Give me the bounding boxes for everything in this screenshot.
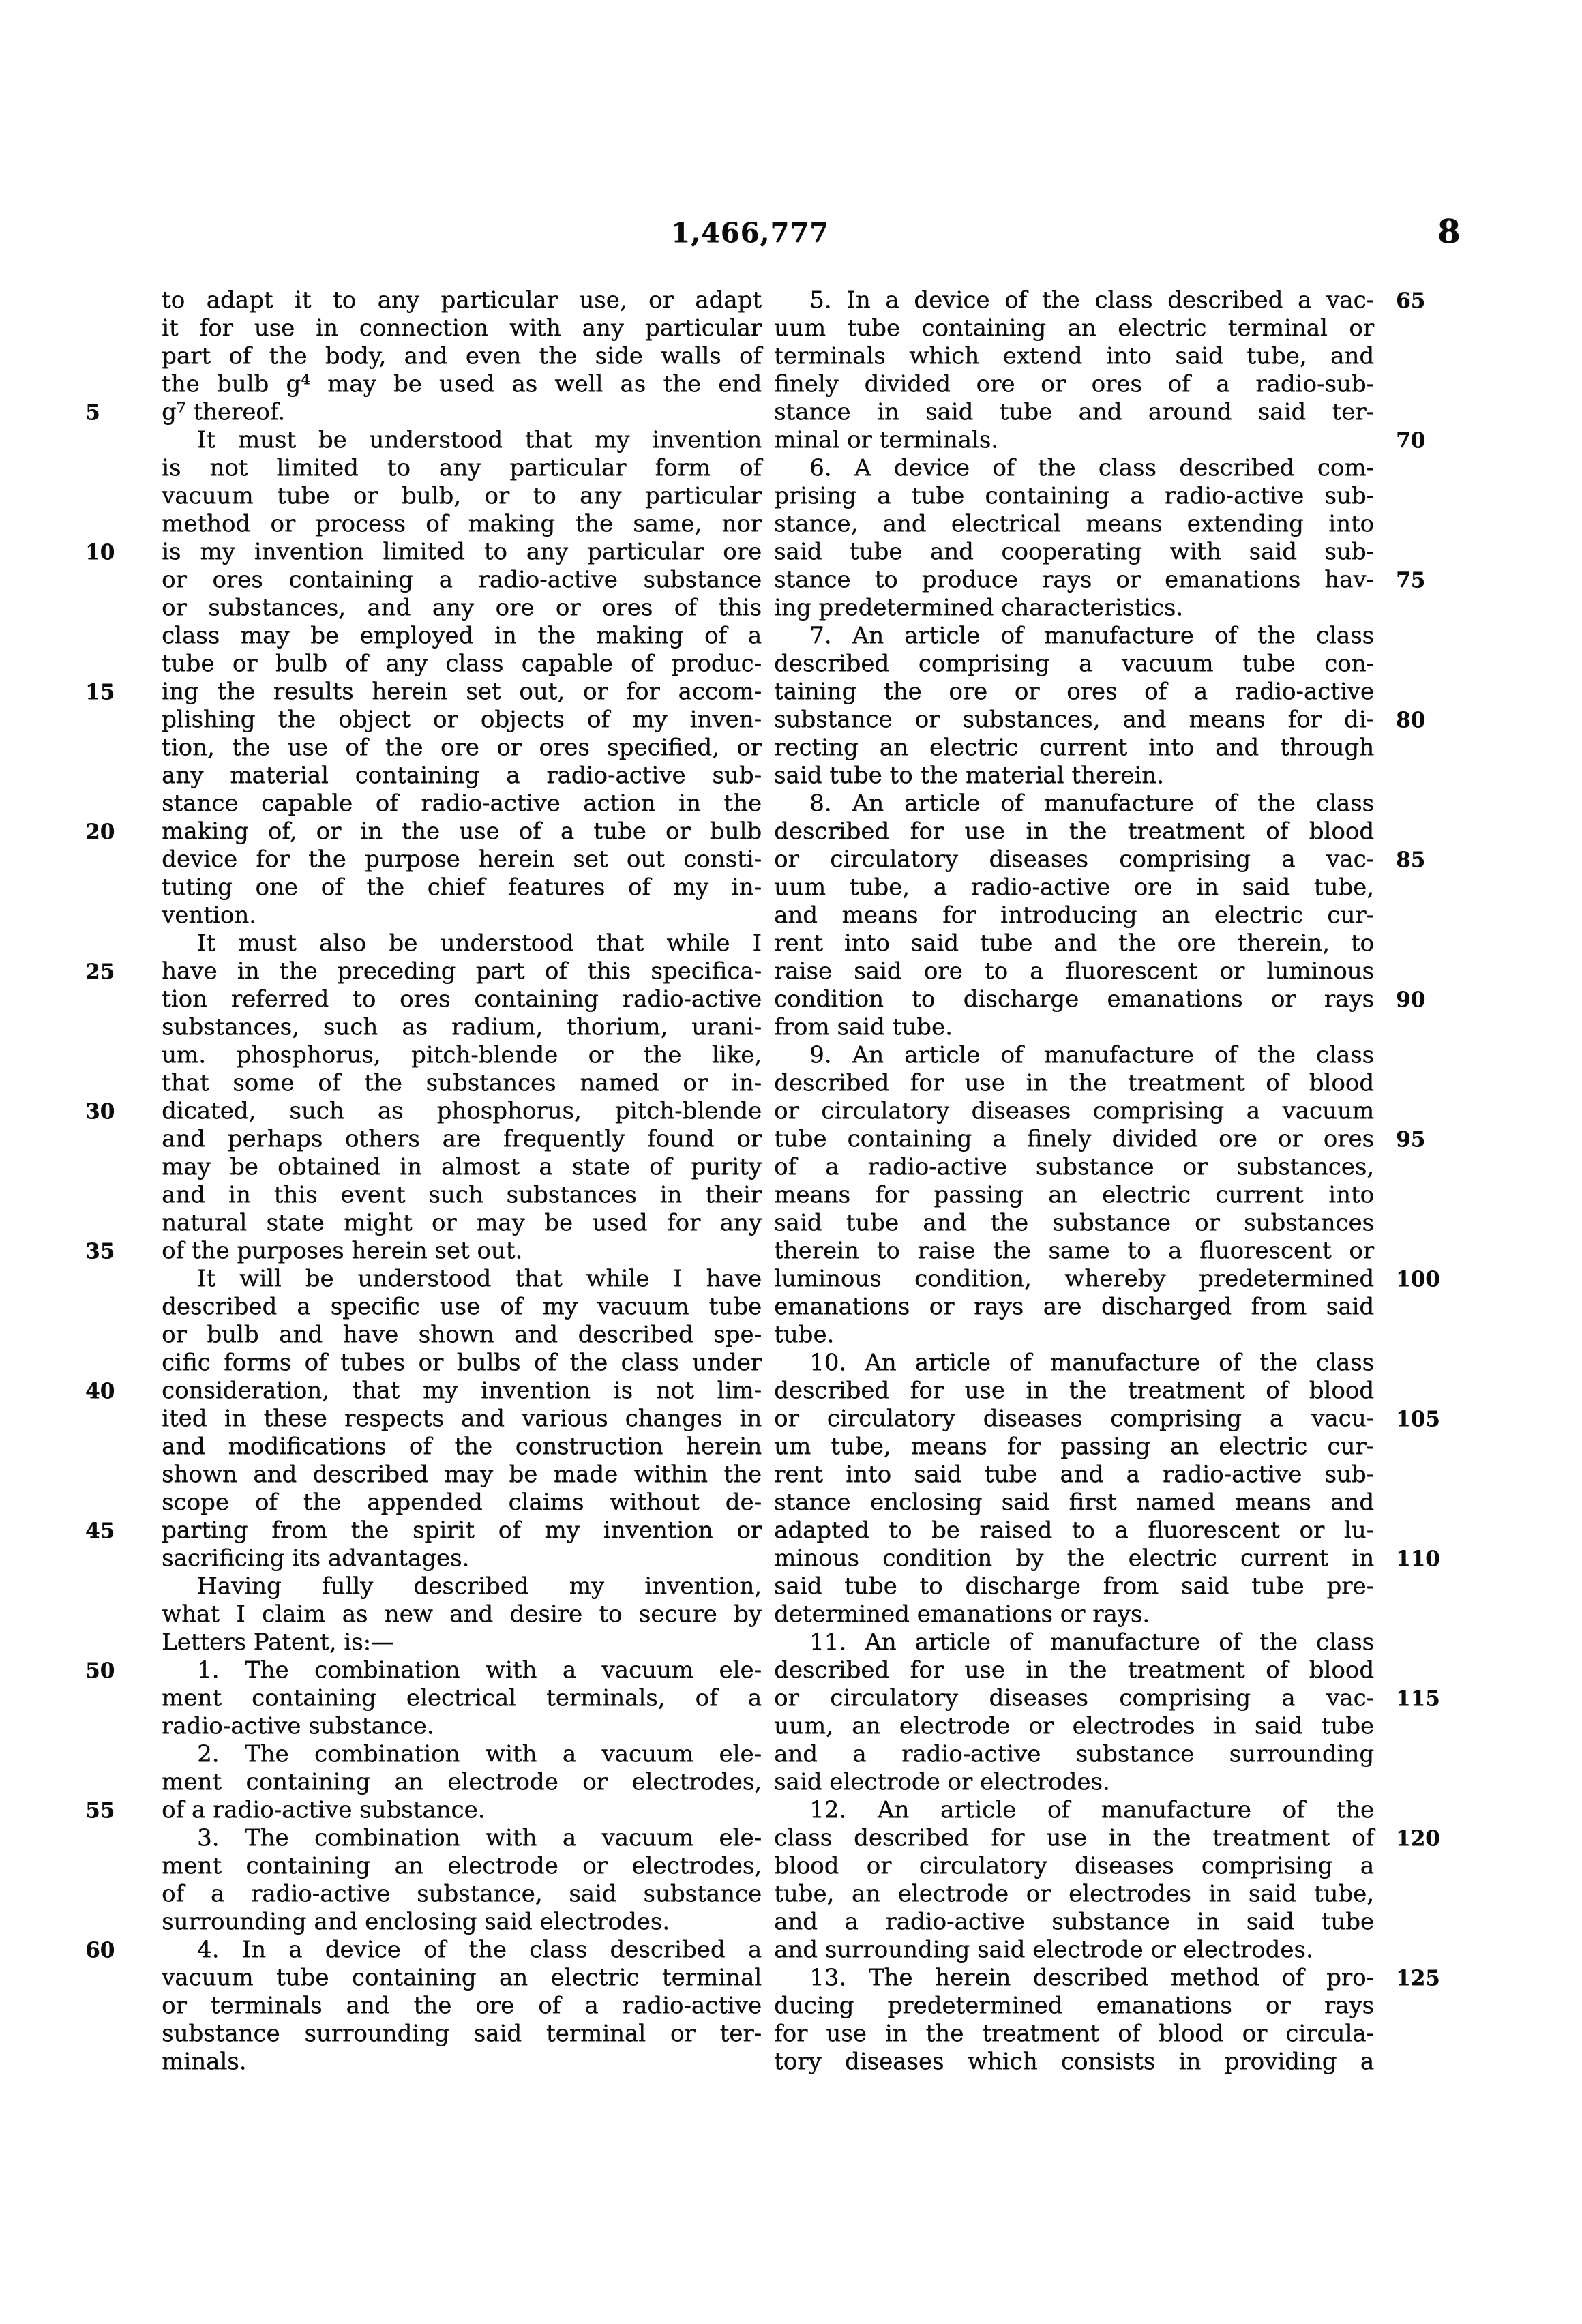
line-text: described a specific use of my vacuum tube [162, 1293, 762, 1320]
text-line [774, 790, 1374, 818]
text-line [85, 818, 762, 846]
text-line [774, 1712, 1374, 1740]
text-line [774, 1517, 1374, 1545]
text-line [774, 1013, 1374, 1041]
text-line [774, 734, 1374, 762]
text-line [774, 1209, 1374, 1237]
text-line [162, 790, 762, 818]
line-text: method or process of making the same, nor [162, 510, 762, 537]
line-text: described comprising a vacuum tube con- [774, 650, 1374, 677]
text-line [774, 1684, 1440, 1712]
line-text: rent into said tube and a radio-active sub- [774, 1461, 1374, 1488]
line-number: 40 [85, 1379, 115, 1403]
text-line [162, 1852, 762, 1880]
line-text: tube containing a finely divided ore or ores [774, 1125, 1374, 1152]
line-text: tory diseases which consists in providing a [774, 2048, 1374, 2075]
line-text: 1. The combination with a vacuum ele- [197, 1656, 762, 1684]
text-line [162, 1628, 762, 1656]
text-line [774, 818, 1374, 846]
line-number: 30 [85, 1099, 115, 1124]
text-line [774, 2048, 1374, 2076]
line-text: tube, an electrode or electrodes in said tube, [774, 1880, 1374, 1907]
line-text: of a radio-active substance, said substance [162, 1880, 762, 1907]
line-text: surrounding and enclosing said electrodes. [162, 1908, 670, 1935]
line-text: that some of the substances named or in- [162, 1069, 762, 1097]
text-line [774, 929, 1374, 957]
line-text: or substances, and any ore or ores of this [162, 594, 762, 621]
line-text: dicated, such as phosphorus, pitch-blende [162, 1097, 762, 1124]
text-line [774, 1908, 1374, 1936]
text-line [162, 426, 762, 454]
text-line [774, 286, 1426, 314]
text-line [162, 2048, 762, 2076]
text-line [774, 902, 1374, 929]
text-line [774, 2020, 1374, 2048]
line-text: ment containing electrical terminals, of a [162, 1684, 762, 1712]
text-line [85, 1237, 762, 1265]
line-text: substances, such as radium, thorium, urani- [162, 1013, 762, 1041]
line-text: therein to raise the same to a fluorescent or [774, 1237, 1374, 1264]
text-line [162, 342, 762, 370]
line-text: or ores containing a radio-active substance [162, 566, 762, 593]
line-text: or circulatory diseases comprising a vacuum [774, 1097, 1374, 1124]
text-line [774, 1964, 1440, 1992]
text-line [85, 957, 762, 985]
line-number: 100 [1396, 1267, 1440, 1292]
line-text: It must also be understood that while I [197, 929, 762, 957]
line-number: 25 [85, 959, 115, 984]
text-line [162, 1684, 762, 1712]
text-line [85, 678, 762, 706]
text-line [774, 1768, 1374, 1796]
text-line [162, 482, 762, 510]
text-line [774, 314, 1374, 342]
text-line [774, 510, 1374, 538]
text-line [774, 1321, 1374, 1349]
line-number: 10 [85, 540, 115, 565]
text-line [774, 957, 1374, 985]
text-line [162, 1600, 762, 1628]
text-line [162, 650, 762, 678]
line-number: 70 [1396, 428, 1426, 453]
line-text: parting from the spirit of my invention or [162, 1517, 762, 1544]
text-line [162, 1768, 762, 1796]
text-line [162, 985, 762, 1013]
line-text: tube or bulb of any class capable of produc- [162, 650, 762, 677]
line-text: and modifications of the construction herein [162, 1433, 762, 1460]
line-text: or circulatory diseases comprising a vac- [774, 846, 1374, 873]
line-text: of a radio-active substance. [162, 1796, 486, 1823]
text-line [162, 1740, 762, 1768]
text-line [774, 1349, 1374, 1377]
line-text: any material containing a radio-active sub- [162, 762, 762, 789]
line-text: 9. An article of manufacture of the class [809, 1041, 1374, 1069]
text-line [774, 1489, 1374, 1517]
line-text: and perhaps others are frequently found or [162, 1125, 762, 1152]
left-column [85, 286, 762, 2076]
line-number: 35 [85, 1239, 115, 1264]
text-line [774, 622, 1374, 650]
text-line [162, 1013, 762, 1041]
text-line [162, 510, 762, 538]
line-text: stance capable of radio-active action in the [162, 790, 762, 817]
line-number: 45 [85, 1519, 115, 1543]
line-text: plishing the object or objects of my inven- [162, 706, 762, 733]
text-line [774, 846, 1426, 874]
line-text: is not limited to any particular form of [162, 454, 762, 481]
line-text: ducing predetermined emanations or rays [774, 1992, 1374, 2019]
text-line [774, 1153, 1374, 1181]
text-line [774, 1628, 1374, 1656]
line-text: ited in these respects and various changes in [162, 1405, 762, 1432]
text-line [162, 1964, 762, 1992]
text-line [774, 538, 1374, 566]
text-line [162, 1293, 762, 1321]
line-text: 7. An article of manufacture of the class [809, 622, 1374, 649]
text-line [774, 1992, 1374, 2020]
line-text: and a radio-active substance surrounding [774, 1740, 1374, 1768]
text-line [162, 1433, 762, 1461]
text-line [774, 1125, 1426, 1153]
text-line [85, 1377, 762, 1405]
line-text: said tube to discharge from said tube pre- [774, 1573, 1374, 1600]
line-number: 125 [1396, 1966, 1440, 1991]
line-text: prising a tube containing a radio-active sub- [774, 482, 1374, 509]
text-line [774, 1433, 1374, 1461]
text-line [162, 1153, 762, 1181]
line-text: means for passing an electric current into [774, 1181, 1374, 1208]
right-column [774, 286, 1440, 2076]
line-text: minal or terminals. [774, 426, 998, 453]
line-text: 4. In a device of the class described a [197, 1936, 762, 1963]
line-text: vacuum tube or bulb, or to any particular [162, 482, 762, 509]
text-line [162, 1041, 762, 1069]
text-line [162, 1992, 762, 2020]
line-number: 50 [85, 1658, 115, 1683]
line-text: and means for introducing an electric cur- [774, 902, 1374, 929]
line-number: 65 [1396, 288, 1426, 313]
line-text: luminous condition, whereby predetermined [774, 1265, 1374, 1292]
line-text: may be obtained in almost a state of purity [162, 1153, 762, 1180]
line-number: 120 [1396, 1826, 1440, 1851]
text-line [774, 1461, 1374, 1489]
line-text: stance, and electrical means extending into [774, 510, 1374, 537]
page-number: 8 [1437, 213, 1461, 251]
line-number: 75 [1396, 568, 1426, 593]
line-text: it for use in connection with any particular [162, 314, 762, 342]
line-text: from said tube. [774, 1013, 953, 1041]
line-text: condition to discharge emanations or rays [774, 985, 1374, 1013]
line-text: sacrificing its advantages. [162, 1545, 470, 1572]
line-text: and in this event such substances in their [162, 1181, 762, 1208]
line-text: uum, an electrode or electrodes in said tube [774, 1712, 1374, 1740]
text-line [162, 1712, 762, 1740]
text-line [85, 1517, 762, 1545]
line-text: recting an electric current into and through [774, 734, 1374, 761]
text-line [162, 706, 762, 734]
text-line [162, 1489, 762, 1517]
line-text: 12. An article of manufacture of the [809, 1796, 1374, 1823]
line-text: raise said ore to a fluorescent or luminous [774, 957, 1374, 985]
text-line [162, 1125, 762, 1153]
line-text: um. phosphorus, pitch-blende or the like, [162, 1041, 762, 1069]
line-text: stance to produce rays or emanations hav- [774, 566, 1374, 593]
line-text: of a radio-active substance or substances, [774, 1153, 1374, 1180]
line-text: stance in said tube and around said ter- [774, 398, 1374, 426]
line-text: g⁷ thereof. [162, 398, 285, 426]
line-text: tion, the use of the ore or ores specified, or [162, 734, 762, 761]
line-text: It will be understood that while I have [197, 1265, 762, 1292]
line-text: Letters Patent, is:— [162, 1628, 395, 1656]
text-line [162, 1321, 762, 1349]
text-line [774, 398, 1374, 426]
text-line [774, 482, 1374, 510]
line-text: natural state might or may be used for any [162, 1209, 762, 1236]
text-line [162, 846, 762, 874]
line-text: consideration, that my invention is not lim- [162, 1377, 762, 1404]
text-line [774, 678, 1374, 706]
line-text: determined emanations or rays. [774, 1600, 1150, 1628]
line-text: 11. An article of manufacture of the class [809, 1628, 1374, 1656]
line-text: said tube and cooperating with said sub- [774, 538, 1374, 565]
line-text: stance enclosing said first named means and [774, 1489, 1374, 1516]
line-text: tuting one of the chief features of my in- [162, 874, 762, 901]
line-text: blood or circulatory diseases comprising a [774, 1852, 1374, 1879]
line-number: 5 [85, 400, 100, 425]
line-text: and a radio-active substance in said tube [774, 1908, 1374, 1935]
line-number: 85 [1396, 848, 1426, 872]
text-line [162, 594, 762, 622]
line-text: what I claim as new and desire to secure by [162, 1600, 762, 1628]
text-line [162, 566, 762, 594]
line-text: ment containing an electrode or electrodes, [162, 1852, 762, 1879]
line-text: ment containing an electrode or electrodes, [162, 1768, 762, 1796]
line-text: substance surrounding said terminal or ter- [162, 2020, 762, 2047]
line-text: said tube and the substance or substances [774, 1209, 1374, 1236]
line-text: 8. An article of manufacture of the class [809, 790, 1374, 817]
text-line [774, 1880, 1374, 1908]
line-text: 13. The herein described method of pro- [809, 1964, 1374, 1991]
text-line [774, 650, 1374, 678]
text-line [774, 594, 1374, 622]
line-text: minous condition by the electric current in [774, 1545, 1374, 1572]
text-line [162, 902, 762, 929]
line-text: It must be understood that my invention [197, 426, 762, 453]
patent-number: 1,466,777 [671, 217, 829, 249]
line-text: taining the ore or ores of a radio-active [774, 678, 1374, 705]
text-line [162, 1908, 762, 1936]
line-text: described for use in the treatment of blood [774, 1656, 1374, 1684]
line-text: emanations or rays are discharged from said [774, 1293, 1374, 1320]
text-line [774, 1377, 1374, 1405]
text-line [774, 1824, 1440, 1852]
text-line [85, 1796, 762, 1824]
text-line [162, 286, 762, 314]
line-text: rent into said tube and the ore therein, to [774, 929, 1374, 957]
text-line [774, 1293, 1374, 1321]
line-number: 60 [85, 1938, 115, 1963]
line-text: and surrounding said electrode or electrodes. [774, 1936, 1313, 1963]
text-line [162, 454, 762, 482]
text-line [162, 1461, 762, 1489]
text-line [774, 1852, 1374, 1880]
line-text: minals. [162, 2048, 247, 2075]
text-line [162, 1209, 762, 1237]
text-line [162, 370, 762, 398]
line-text: uum tube containing an electric terminal or [774, 314, 1374, 342]
text-line [774, 1069, 1374, 1097]
text-line [774, 1265, 1440, 1293]
line-text: the bulb g⁴ may be used as well as the end [162, 370, 762, 398]
line-text: vention. [162, 902, 256, 929]
line-text: finely divided ore or ores of a radio-sub- [774, 370, 1374, 398]
line-number: 115 [1396, 1686, 1440, 1711]
text-line [162, 1349, 762, 1377]
line-text: to adapt it to any particular use, or adapt [162, 286, 762, 314]
line-text: described for use in the treatment of blood [774, 818, 1374, 845]
line-text: described for use in the treatment of blood [774, 1069, 1374, 1097]
line-text: class may be employed in the making of a [162, 622, 762, 649]
line-text: ing predetermined characteristics. [774, 594, 1184, 621]
text-line [774, 1041, 1374, 1069]
line-text: said tube to the material therein. [774, 762, 1164, 789]
line-text: 3. The combination with a vacuum ele- [197, 1824, 762, 1851]
text-line [774, 1573, 1374, 1600]
line-text: uum tube, a radio-active ore in said tube, [774, 874, 1374, 901]
text-line [162, 874, 762, 902]
line-text: 5. In a device of the class described a vac- [809, 286, 1374, 314]
text-line [774, 1181, 1374, 1209]
text-line [774, 985, 1426, 1013]
text-line [774, 706, 1426, 734]
text-line [162, 762, 762, 790]
line-text: device for the purpose herein set out consti- [162, 846, 762, 873]
line-text: tube. [774, 1321, 835, 1348]
line-number: 110 [1396, 1547, 1440, 1571]
line-text: or circulatory diseases comprising a vac- [774, 1684, 1374, 1712]
text-line [162, 1069, 762, 1097]
text-line [774, 1600, 1374, 1628]
line-number: 15 [85, 680, 115, 704]
line-text: um tube, means for passing an electric cur- [774, 1433, 1374, 1460]
line-number: 80 [1396, 708, 1426, 732]
line-number: 105 [1396, 1407, 1440, 1431]
text-line [774, 342, 1374, 370]
text-line [162, 1573, 762, 1600]
line-text: substance or substances, and means for di- [774, 706, 1374, 733]
text-line [774, 1097, 1374, 1125]
text-line [774, 1237, 1374, 1265]
text-line [774, 1936, 1374, 1964]
line-text: is my invention limited to any particular ore [162, 538, 762, 565]
line-number: 90 [1396, 987, 1426, 1012]
text-line [162, 1181, 762, 1209]
line-text: vacuum tube containing an electric terminal [162, 1964, 762, 1991]
text-line [774, 1796, 1374, 1824]
line-text: cific forms of tubes or bulbs of the class under [162, 1349, 762, 1376]
line-number: 55 [85, 1798, 115, 1823]
text-line [774, 1405, 1440, 1433]
text-line [774, 1656, 1374, 1684]
text-line [162, 1265, 762, 1293]
line-text: or circulatory diseases comprising a vacu- [774, 1405, 1374, 1432]
line-text: making of, or in the use of a tube or bulb [162, 818, 762, 845]
text-line [774, 566, 1426, 594]
text-line [85, 1656, 762, 1684]
text-line [774, 454, 1374, 482]
text-line [85, 538, 762, 566]
text-line [774, 762, 1374, 790]
text-line [774, 370, 1374, 398]
line-text: 6. A device of the class described com- [809, 454, 1374, 481]
line-text: described for use in the treatment of blood [774, 1377, 1374, 1404]
text-line [162, 1545, 762, 1573]
line-text: terminals which extend into said tube, and [774, 342, 1374, 370]
line-text: Having fully described my invention, [197, 1573, 762, 1600]
line-text: or terminals and the ore of a radio-active [162, 1992, 762, 2019]
text-line [85, 398, 762, 426]
text-line [162, 1824, 762, 1852]
text-line [162, 929, 762, 957]
text-line [162, 734, 762, 762]
line-text: part of the body, and even the side walls of [162, 342, 762, 370]
text-line [162, 2020, 762, 2048]
line-text: of the purposes herein set out. [162, 1237, 523, 1264]
text-line [85, 1097, 762, 1125]
text-line [774, 874, 1374, 902]
text-line [774, 426, 1426, 454]
text-line [774, 1740, 1374, 1768]
line-text: shown and described may be made within the [162, 1461, 762, 1488]
line-text: radio-active substance. [162, 1712, 434, 1740]
text-line [774, 1545, 1440, 1573]
line-text: tion referred to ores containing radio-active [162, 985, 762, 1013]
line-text: class described for use in the treatment of [774, 1824, 1374, 1851]
text-line [85, 1936, 762, 1964]
line-number: 20 [85, 820, 115, 844]
text-line [162, 622, 762, 650]
line-text: 10. An article of manufacture of the class [809, 1349, 1374, 1376]
text-line [162, 1405, 762, 1433]
line-text: 2. The combination with a vacuum ele- [197, 1740, 762, 1768]
line-text: said electrode or electrodes. [774, 1768, 1110, 1796]
text-line [162, 314, 762, 342]
line-text: adapted to be raised to a fluorescent or lu- [774, 1517, 1374, 1544]
line-number: 95 [1396, 1127, 1426, 1152]
line-text: or bulb and have shown and described spe- [162, 1321, 762, 1348]
line-text: ing the results herein set out, or for accom- [162, 678, 762, 705]
text-line [162, 1880, 762, 1908]
page-header [0, 213, 1582, 258]
line-text: for use in the treatment of blood or circula- [774, 2020, 1374, 2047]
line-text: scope of the appended claims without de- [162, 1489, 762, 1516]
line-text: have in the preceding part of this specifica- [162, 957, 762, 985]
